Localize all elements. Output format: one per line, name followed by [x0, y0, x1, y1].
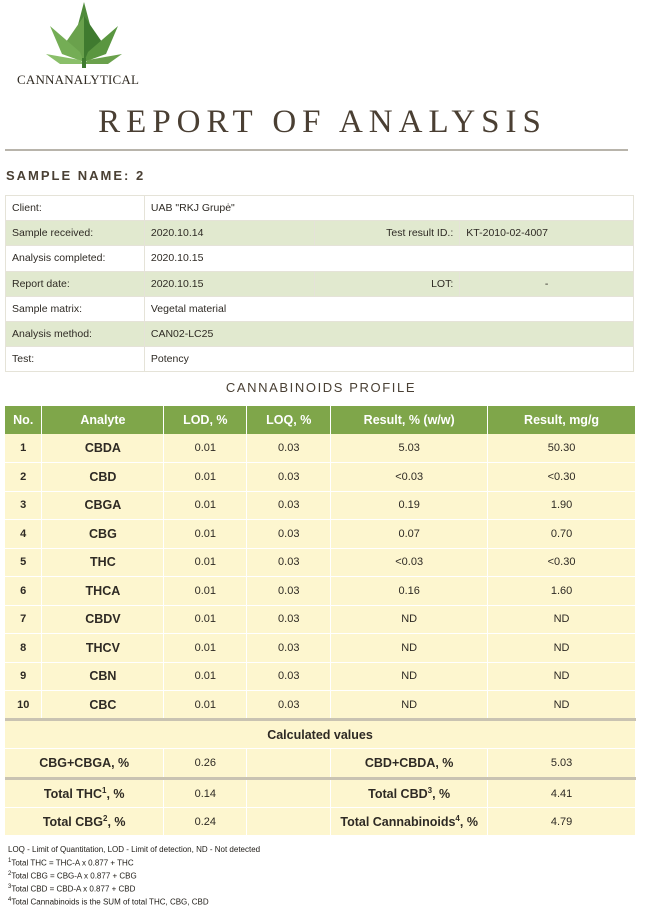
- brand-logo: [14, 2, 154, 88]
- row-result-mg: 1.60: [488, 577, 636, 606]
- calc-spacer: [247, 779, 331, 808]
- table-row: [5, 434, 636, 463]
- info-row-completed: [6, 246, 634, 271]
- test-label: Test:: [6, 347, 145, 372]
- row-loq: 0.03: [247, 577, 331, 606]
- sample-name-label: SAMPLE NAME:: [6, 168, 131, 183]
- row-result-mg: ND: [488, 605, 636, 634]
- info-row-received: [6, 221, 634, 246]
- row-no: 6: [5, 577, 42, 606]
- row-result-pct: <0.03: [331, 548, 488, 577]
- col-analyte: Analyte: [42, 406, 164, 434]
- row-loq: 0.03: [247, 634, 331, 663]
- row-lod: 0.01: [164, 577, 247, 606]
- sample-info-table: [5, 195, 634, 372]
- table-row: [5, 662, 636, 691]
- cbg-cbga-label: CBG+CBGA, %: [5, 749, 164, 779]
- row-lod: 0.01: [164, 605, 247, 634]
- test-id-label: Test result ID.:: [314, 221, 460, 246]
- info-row-method: [6, 321, 634, 346]
- table-row: [5, 463, 636, 492]
- col-lod: LOD, %: [164, 406, 247, 434]
- info-row-matrix: [6, 296, 634, 321]
- row-loq: 0.03: [247, 548, 331, 577]
- calculated-heading: Calculated values: [5, 720, 636, 749]
- row-analyte: CBD: [42, 463, 164, 492]
- row-result-mg: 1.90: [488, 491, 636, 520]
- row-lod: 0.01: [164, 463, 247, 492]
- client-value: UAB "RKJ Grupė": [144, 196, 633, 221]
- row-loq: 0.03: [247, 662, 331, 691]
- lot-value: -: [460, 271, 634, 296]
- footnotes: [8, 845, 260, 909]
- method-value: CAN02-LC25: [144, 321, 633, 346]
- row-result-mg: <0.30: [488, 548, 636, 577]
- row-analyte: CBDV: [42, 605, 164, 634]
- row-no: 5: [5, 548, 42, 577]
- col-result-mg: Result, mg/g: [488, 406, 636, 434]
- table-row: [5, 577, 636, 606]
- table-row: [5, 548, 636, 577]
- row-result-mg: 0.70: [488, 520, 636, 549]
- row-no: 3: [5, 491, 42, 520]
- row-no: 1: [5, 434, 42, 463]
- test-value: Potency: [144, 347, 633, 372]
- row-result-pct: ND: [331, 662, 488, 691]
- row-result-mg: ND: [488, 634, 636, 663]
- test-id-value: KT-2010-02-4007: [460, 221, 634, 246]
- cbd-cbda-label: CBD+CBDA, %: [331, 749, 488, 779]
- brand-name: CANNANALYTICAL: [17, 72, 140, 87]
- row-lod: 0.01: [164, 491, 247, 520]
- row-loq: 0.03: [247, 434, 331, 463]
- report-title: REPORT OF ANALYSIS: [98, 104, 547, 140]
- row-result-pct: ND: [331, 634, 488, 663]
- col-loq: LOQ, %: [247, 406, 331, 434]
- total-cbd-value: 4.41: [488, 779, 636, 808]
- report-date-value: 2020.10.15: [144, 271, 314, 296]
- row-loq: 0.03: [247, 605, 331, 634]
- table-header-row: [5, 406, 636, 434]
- table-row: [5, 634, 636, 663]
- completed-label: Analysis completed:: [6, 246, 145, 271]
- row-loq: 0.03: [247, 491, 331, 520]
- received-label: Sample received:: [6, 221, 145, 246]
- row-analyte: CBN: [42, 662, 164, 691]
- row-analyte: CBG: [42, 520, 164, 549]
- total-thc-label: Total THC$^1$, %: [5, 779, 164, 808]
- sample-name-value: 2: [136, 168, 146, 183]
- row-result-pct: ND: [331, 691, 488, 720]
- total-thc-value: 0.14: [164, 779, 247, 808]
- row-result-pct: 0.07: [331, 520, 488, 549]
- row-result-pct: 5.03: [331, 434, 488, 463]
- total-cannabinoids-value: 4.79: [488, 808, 636, 836]
- calc-row: [5, 779, 636, 808]
- table-row: [5, 605, 636, 634]
- row-loq: 0.03: [247, 463, 331, 492]
- footnote-1: $^1$Total THC = THC-A x 0.877 + THC: [8, 857, 134, 868]
- row-analyte: CBGA: [42, 491, 164, 520]
- row-loq: 0.03: [247, 520, 331, 549]
- table-row: [5, 491, 636, 520]
- calc-spacer: [247, 808, 331, 836]
- row-no: 8: [5, 634, 42, 663]
- lot-label: LOT:: [314, 271, 460, 296]
- row-analyte: CBC: [42, 691, 164, 720]
- total-cbg-value: 0.24: [164, 808, 247, 836]
- footnote-3: $^3$Total CBD = CBD-A x 0.877 + CBD: [8, 884, 136, 894]
- row-lod: 0.01: [164, 662, 247, 691]
- row-analyte: THCA: [42, 577, 164, 606]
- footnote-2: $^2$Total CBG = CBG-A x 0.877 + CBG: [8, 870, 137, 881]
- row-result-pct: ND: [331, 605, 488, 634]
- calc-row: [5, 749, 636, 779]
- row-no: 4: [5, 520, 42, 549]
- sample-name: [6, 168, 145, 183]
- cannabinoids-table: [5, 406, 636, 720]
- cannabis-leaf-icon: [44, 2, 124, 72]
- footnote-4: $^4$Total Cannabinoids is the SUM of total THC, CBG, CBD: [8, 897, 209, 907]
- row-result-mg: <0.30: [488, 463, 636, 492]
- row-lod: 0.01: [164, 634, 247, 663]
- total-cbd-label: Total CBD$^3$, %: [331, 779, 488, 808]
- row-no: 7: [5, 605, 42, 634]
- calc-spacer: [247, 749, 331, 779]
- table-row: [5, 691, 636, 720]
- client-label: Client:: [6, 196, 145, 221]
- received-value: 2020.10.14: [144, 221, 314, 246]
- calculated-values-table: [5, 718, 636, 836]
- title-divider: [5, 149, 628, 151]
- completed-value: 2020.10.15: [144, 246, 633, 271]
- info-row-client: [6, 196, 634, 221]
- method-label: Analysis method:: [6, 321, 145, 346]
- row-analyte: THC: [42, 548, 164, 577]
- row-lod: 0.01: [164, 691, 247, 720]
- matrix-label: Sample matrix:: [6, 296, 145, 321]
- col-no: No.: [5, 406, 42, 434]
- footnote-abbreviations: LOQ - Limit of Quantitation, LOD - Limit of detection, ND - Not detected: [8, 845, 261, 854]
- info-row-test: [6, 347, 634, 372]
- row-result-pct: <0.03: [331, 463, 488, 492]
- row-loq: 0.03: [247, 691, 331, 720]
- matrix-value: Vegetal material: [144, 296, 633, 321]
- cannabinoids-profile-heading: CANNABINOIDS PROFILE: [225, 380, 417, 395]
- total-cbg-label: Total CBG$^2$, %: [5, 808, 164, 836]
- row-result-pct: 0.19: [331, 491, 488, 520]
- col-result-pct: Result, % (w/w): [331, 406, 488, 434]
- calculated-heading-row: [5, 720, 636, 749]
- row-lod: 0.01: [164, 520, 247, 549]
- total-cannabinoids-label: Total Cannabinoids$^4$, %: [331, 808, 488, 836]
- cbg-cbga-value: 0.26: [164, 749, 247, 779]
- info-row-report: [6, 271, 634, 296]
- row-analyte: CBDA: [42, 434, 164, 463]
- cbd-cbda-value: 5.03: [488, 749, 636, 779]
- row-result-mg: ND: [488, 691, 636, 720]
- calc-row: [5, 808, 636, 836]
- table-row: [5, 520, 636, 549]
- row-result-mg: ND: [488, 662, 636, 691]
- row-lod: 0.01: [164, 434, 247, 463]
- row-result-mg: 50.30: [488, 434, 636, 463]
- report-date-label: Report date:: [6, 271, 145, 296]
- row-analyte: THCV: [42, 634, 164, 663]
- row-result-pct: 0.16: [331, 577, 488, 606]
- row-no: 10: [5, 691, 42, 720]
- row-no: 2: [5, 463, 42, 492]
- row-lod: 0.01: [164, 548, 247, 577]
- row-no: 9: [5, 662, 42, 691]
